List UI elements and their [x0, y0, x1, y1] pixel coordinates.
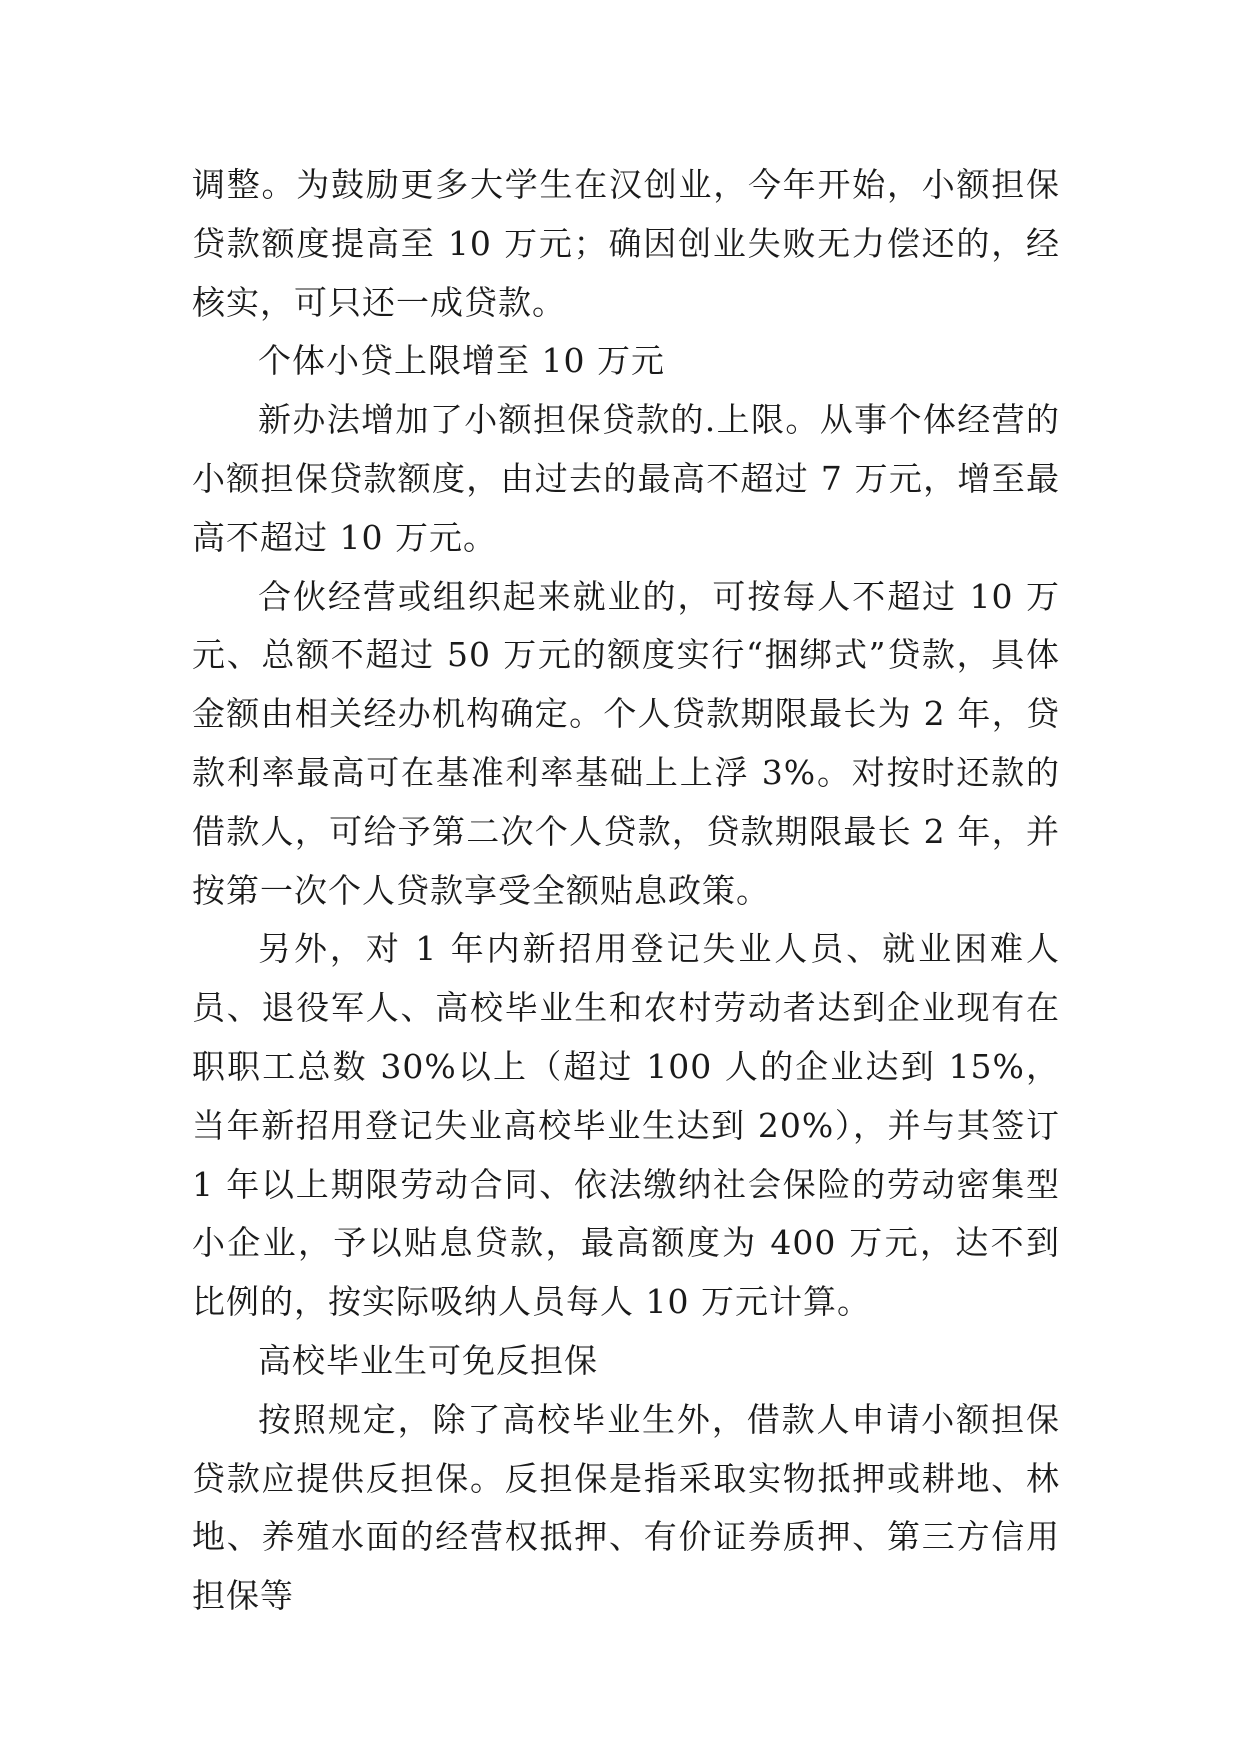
paragraph-continued: 调整。为鼓励更多大学生在汉创业，今年开始，小额担保贷款额度提高至 10 万元；确因创业失败无力偿还的，经核实，可只还一成贷款。: [192, 165, 1060, 322]
paragraph-individual-loan: 新办法增加了小额担保贷款的.上限。从事个体经营的小额担保贷款额度，由过去的最高不超过 7 万元，增至最高不超过 10 万元。: [192, 400, 1060, 557]
paragraph-counter-guarantee: 按照规定，除了高校毕业生外，借款人申请小额担保贷款应提供反担保。反担保是指采取实物抵押或耕地、林地、养殖水面的经营权抵押、有价证券质押、第三方信用担保等: [192, 1399, 1060, 1616]
paragraph-partnership-loan: 合伙经营或组织起来就业的，可按每人不超过 10 万元、总额不超过 50 万元的额度实行“捆绑式”贷款，具体金额由相关经办机构确定。个人贷款期限最长为 2 年，贷款利率最高可在基准利率基础上上浮 3%。对按时还款的借款人，可给予第二次个人贷款，贷款期限最长 2 年，并按第一次个人贷款享受全额贴息政策。: [192, 576, 1060, 910]
paragraph-small-enterprise-loan: 另外，对 1 年内新招用登记失业人员、就业困难人员、退役军人、高校毕业生和农村劳动者达到企业现有在职职工总数 30%以上（超过 100 人的企业达到 15%，当年新招用登记失业高校毕业生达到 20%），并与其签订 1 年以上期限劳动合同、依法缴纳社会保险的劳动密集型小企业，予以贴息贷款，最高额度为 400 万元，达不到比例的，按实际吸纳人员每人 10 万元计算。: [192, 929, 1060, 1322]
document-page: [192, 156, 1060, 1626]
section-heading-graduate-exemption: 高校毕业生可免反担保: [258, 1340, 598, 1380]
section-heading-individual-loan-limit: 个体小贷上限增至 10 万元: [258, 341, 665, 381]
